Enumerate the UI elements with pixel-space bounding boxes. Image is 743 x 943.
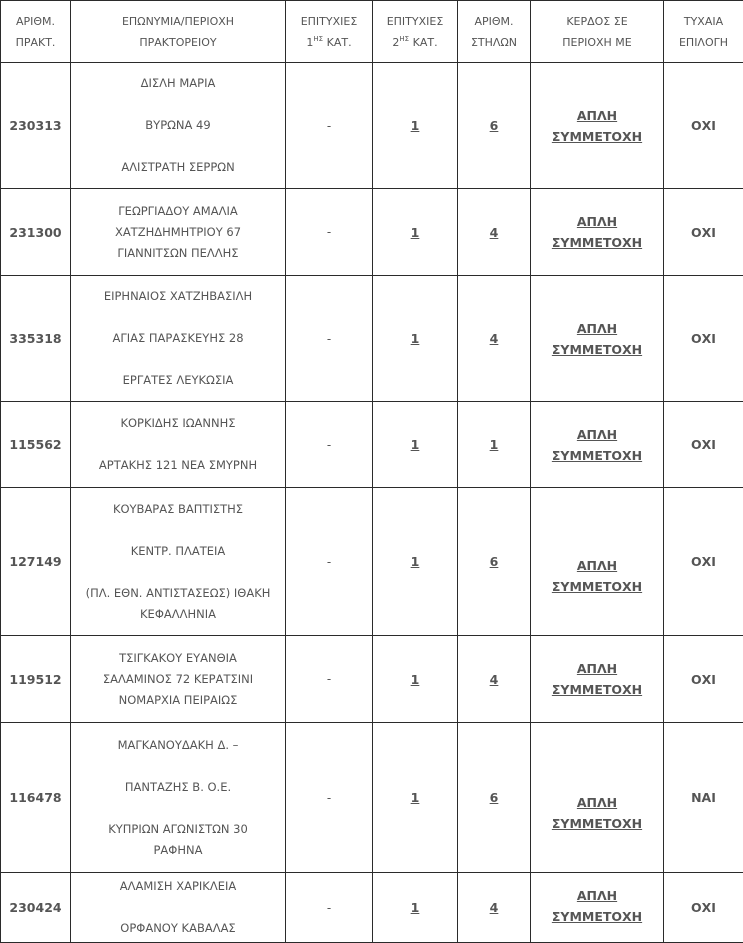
- second-category-cell: [373, 488, 458, 636]
- agency-address-line: ΤΣΙΓΚΑΚΟΥ ΕΥΑΝΘΙΑ: [71, 648, 285, 669]
- random-choice-cell: ΟΧΙ: [664, 488, 743, 636]
- random-choice-cell: ΟΧΙ: [664, 189, 743, 276]
- prize-area-cell: [531, 488, 664, 636]
- second-category-cell: [373, 402, 458, 488]
- second-category-link[interactable]: 1: [411, 331, 420, 346]
- agency-number-cell: 335318: [1, 276, 71, 402]
- agency-number-cell: 119512: [1, 636, 71, 723]
- header-random-choice: ΤΥΧΑΙΑ ΕΠΙΛΟΓΗ: [664, 1, 743, 63]
- agency-name-cell: [71, 488, 286, 636]
- header-row: [1, 1, 743, 63]
- agency-address-line: ΑΛΙΣΤΡΑΤΗ ΣΕΡΡΩΝ: [71, 157, 285, 178]
- columns-count-link[interactable]: 4: [490, 225, 499, 240]
- random-choice-cell: ΝΑΙ: [664, 723, 743, 873]
- prize-type-link[interactable]: ΑΠΛΗ: [531, 318, 663, 339]
- columns-count-link[interactable]: 4: [490, 331, 499, 346]
- random-choice-cell: ΟΧΙ: [664, 873, 743, 943]
- header-second-category: ΕΠΙΤΥΧΙΕΣ $2^{H\Sigma}$ ΚΑΤ.: [373, 1, 458, 63]
- first-category-cell: -: [286, 63, 373, 189]
- prize-type-link[interactable]: ΣΥΜΜΕΤΟΧΗ: [531, 339, 663, 360]
- second-category-cell: [373, 63, 458, 189]
- agency-name-cell: [71, 63, 286, 189]
- prize-type-link[interactable]: ΑΠΛΗ: [531, 885, 663, 906]
- prize-type-link[interactable]: ΑΠΛΗ: [531, 555, 663, 576]
- second-category-cell: [373, 276, 458, 402]
- prize-area-cell: [531, 873, 664, 943]
- agency-address-line: ΣΑΛΑΜΙΝΟΣ 72 ΚΕΡΑΤΣΙΝΙ: [71, 669, 285, 690]
- prize-type-link[interactable]: ΣΥΜΜΕΤΟΧΗ: [531, 906, 663, 927]
- agency-name-cell: [71, 636, 286, 723]
- second-category-link[interactable]: 1: [411, 118, 420, 133]
- columns-count-cell: [458, 63, 531, 189]
- columns-count-link[interactable]: 6: [490, 554, 499, 569]
- prize-type-link[interactable]: ΑΠΛΗ: [531, 105, 663, 126]
- agency-address-line: ΠΑΝΤΑΖΗΣ Β. Ο.Ε.: [71, 777, 285, 798]
- agency-address-line: ΧΑΤΖΗΔΗΜΗΤΡΙΟΥ 67: [71, 222, 285, 243]
- prize-type-link[interactable]: ΑΠΛΗ: [531, 792, 663, 813]
- header-prize-area: ΚΕΡΔΟΣ ΣΕ ΠΕΡΙΟΧΗ ΜΕ: [531, 1, 664, 63]
- agency-name-cell: [71, 276, 286, 402]
- agency-address-line: ΜΑΓΚΑΝΟΥΔΑΚΗ Δ. –: [71, 735, 285, 756]
- agency-name-cell: [71, 402, 286, 488]
- columns-count-cell: [458, 636, 531, 723]
- first-category-cell: -: [286, 723, 373, 873]
- columns-count-cell: [458, 402, 531, 488]
- random-choice-cell: ΟΧΙ: [664, 63, 743, 189]
- prize-area-cell: [531, 636, 664, 723]
- second-category-cell: [373, 636, 458, 723]
- columns-count-cell: [458, 488, 531, 636]
- prize-type-link[interactable]: ΑΠΛΗ: [531, 424, 663, 445]
- agency-number-cell: 230424: [1, 873, 71, 943]
- prize-type-link[interactable]: ΣΥΜΜΕΤΟΧΗ: [531, 232, 663, 253]
- header-agency-name: ΕΠΩΝΥΜΙΑ/ΠΕΡΙΟΧΗ ΠΡΑΚΤΟΡΕΙΟΥ: [71, 1, 286, 63]
- agency-address-line: ΝΟΜΑΡΧΙΑ ΠΕΙΡΑΙΩΣ: [71, 690, 285, 711]
- first-category-cell: -: [286, 488, 373, 636]
- table-row: [1, 63, 743, 189]
- header-columns-count: ΑΡΙΘΜ. ΣΤΗΛΩΝ: [458, 1, 531, 63]
- table-row: [1, 873, 743, 943]
- agency-address-line: ΓΙΑΝΝΙΤΣΩΝ ΠΕΛΛΗΣ: [71, 243, 285, 264]
- columns-count-cell: [458, 189, 531, 276]
- prize-area-cell: [531, 63, 664, 189]
- agency-address-line: ΚΥΠΡΙΩΝ ΑΓΩΝΙΣΤΩΝ 30: [71, 819, 285, 840]
- prize-area-cell: [531, 189, 664, 276]
- agency-name-cell: [71, 873, 286, 943]
- columns-count-cell: [458, 873, 531, 943]
- agency-number-cell: 115562: [1, 402, 71, 488]
- prize-type-link[interactable]: ΣΥΜΜΕΤΟΧΗ: [531, 813, 663, 834]
- table-row: [1, 276, 743, 402]
- second-category-cell: [373, 189, 458, 276]
- prize-type-link[interactable]: ΑΠΛΗ: [531, 658, 663, 679]
- columns-count-cell: [458, 276, 531, 402]
- second-category-cell: [373, 723, 458, 873]
- agency-address-line: ΟΡΦΑΝΟΥ ΚΑΒΑΛΑΣ: [71, 918, 285, 939]
- columns-count-cell: [458, 723, 531, 873]
- header-first-category: ΕΠΙΤΥΧΙΕΣ $1^{H\Sigma}$ ΚΑΤ.: [286, 1, 373, 63]
- columns-count-link[interactable]: 4: [490, 900, 499, 915]
- prize-type-link[interactable]: ΣΥΜΜΕΤΟΧΗ: [531, 126, 663, 147]
- table-row: [1, 723, 743, 873]
- agency-address-line: ΚΕΦΑΛΛΗΝΙΑ: [71, 604, 285, 625]
- agency-address-line: ΑΓΙΑΣ ΠΑΡΑΣΚΕΥΗΣ 28: [71, 328, 285, 349]
- agency-address-line: (ΠΛ. ΕΘΝ. ΑΝΤΙΣΤΑΣΕΩΣ) ΙΘΑΚΗ: [71, 583, 285, 604]
- prize-type-link[interactable]: ΑΠΛΗ: [531, 211, 663, 232]
- table-row: [1, 636, 743, 723]
- random-choice-cell: ΟΧΙ: [664, 276, 743, 402]
- random-choice-cell: ΟΧΙ: [664, 402, 743, 488]
- first-category-cell: -: [286, 636, 373, 723]
- agency-address-line: ΡΑΦΗΝΑ: [71, 840, 285, 861]
- prize-type-link[interactable]: ΣΥΜΜΕΤΟΧΗ: [531, 445, 663, 466]
- prize-area-cell: [531, 276, 664, 402]
- columns-count-link[interactable]: 6: [490, 118, 499, 133]
- agency-address-line: ΑΡΤΑΚΗΣ 121 ΝΕΑ ΣΜΥΡΝΗ: [71, 455, 285, 476]
- prize-type-link[interactable]: ΣΥΜΜΕΤΟΧΗ: [531, 576, 663, 597]
- columns-count-link[interactable]: 4: [490, 672, 499, 687]
- agency-number-cell: 127149: [1, 488, 71, 636]
- agency-address-line: ΔΙΣΛΗ ΜΑΡΙΑ: [71, 73, 285, 94]
- agency-address-line: ΚΕΝΤΡ. ΠΛΑΤΕΙΑ: [71, 541, 285, 562]
- agency-address-line: ΚΟΡΚΙΔΗΣ ΙΩΑΝΝΗΣ: [71, 413, 285, 434]
- prize-type-link[interactable]: ΣΥΜΜΕΤΟΧΗ: [531, 679, 663, 700]
- agency-address-line: ΑΛΑΜΙΣΗ ΧΑΡΙΚΛΕΙΑ: [71, 876, 285, 897]
- agency-address-line: ΚΟΥΒΑΡΑΣ ΒΑΠΤΙΣΤΗΣ: [71, 499, 285, 520]
- table-row: [1, 402, 743, 488]
- agency-address-line: ΕΙΡΗΝΑΙΟΣ ΧΑΤΖΗΒΑΣΙΛΗ: [71, 286, 285, 307]
- table-row: [1, 189, 743, 276]
- first-category-cell: -: [286, 276, 373, 402]
- first-category-cell: -: [286, 189, 373, 276]
- second-category-cell: [373, 873, 458, 943]
- agency-name-cell: [71, 723, 286, 873]
- agency-number-cell: 230313: [1, 63, 71, 189]
- agency-address-line: ΓΕΩΡΓΙΑΔΟΥ ΑΜΑΛΙΑ: [71, 201, 285, 222]
- table-row: [1, 488, 743, 636]
- second-category-link[interactable]: 1: [411, 672, 420, 687]
- random-choice-cell: ΟΧΙ: [664, 636, 743, 723]
- header-agency-number: ΑΡΙΘΜ. ΠΡΑΚΤ.: [1, 1, 71, 63]
- agency-name-cell: [71, 189, 286, 276]
- agency-address-line: ΒΥΡΩΝΑ 49: [71, 115, 285, 136]
- agency-number-cell: 116478: [1, 723, 71, 873]
- columns-count-link[interactable]: 6: [490, 790, 499, 805]
- agency-address-line: ΕΡΓΑΤΕΣ ΛΕΥΚΩΣΙΑ: [71, 370, 285, 391]
- second-category-link[interactable]: 1: [411, 225, 420, 240]
- columns-count-link[interactable]: 1: [490, 437, 499, 452]
- agency-number-cell: 231300: [1, 189, 71, 276]
- second-category-link[interactable]: 1: [411, 554, 420, 569]
- second-category-link[interactable]: 1: [411, 900, 420, 915]
- second-category-link[interactable]: 1: [411, 437, 420, 452]
- prize-area-cell: [531, 723, 664, 873]
- first-category-cell: -: [286, 402, 373, 488]
- first-category-cell: -: [286, 873, 373, 943]
- prize-area-cell: [531, 402, 664, 488]
- second-category-link[interactable]: 1: [411, 790, 420, 805]
